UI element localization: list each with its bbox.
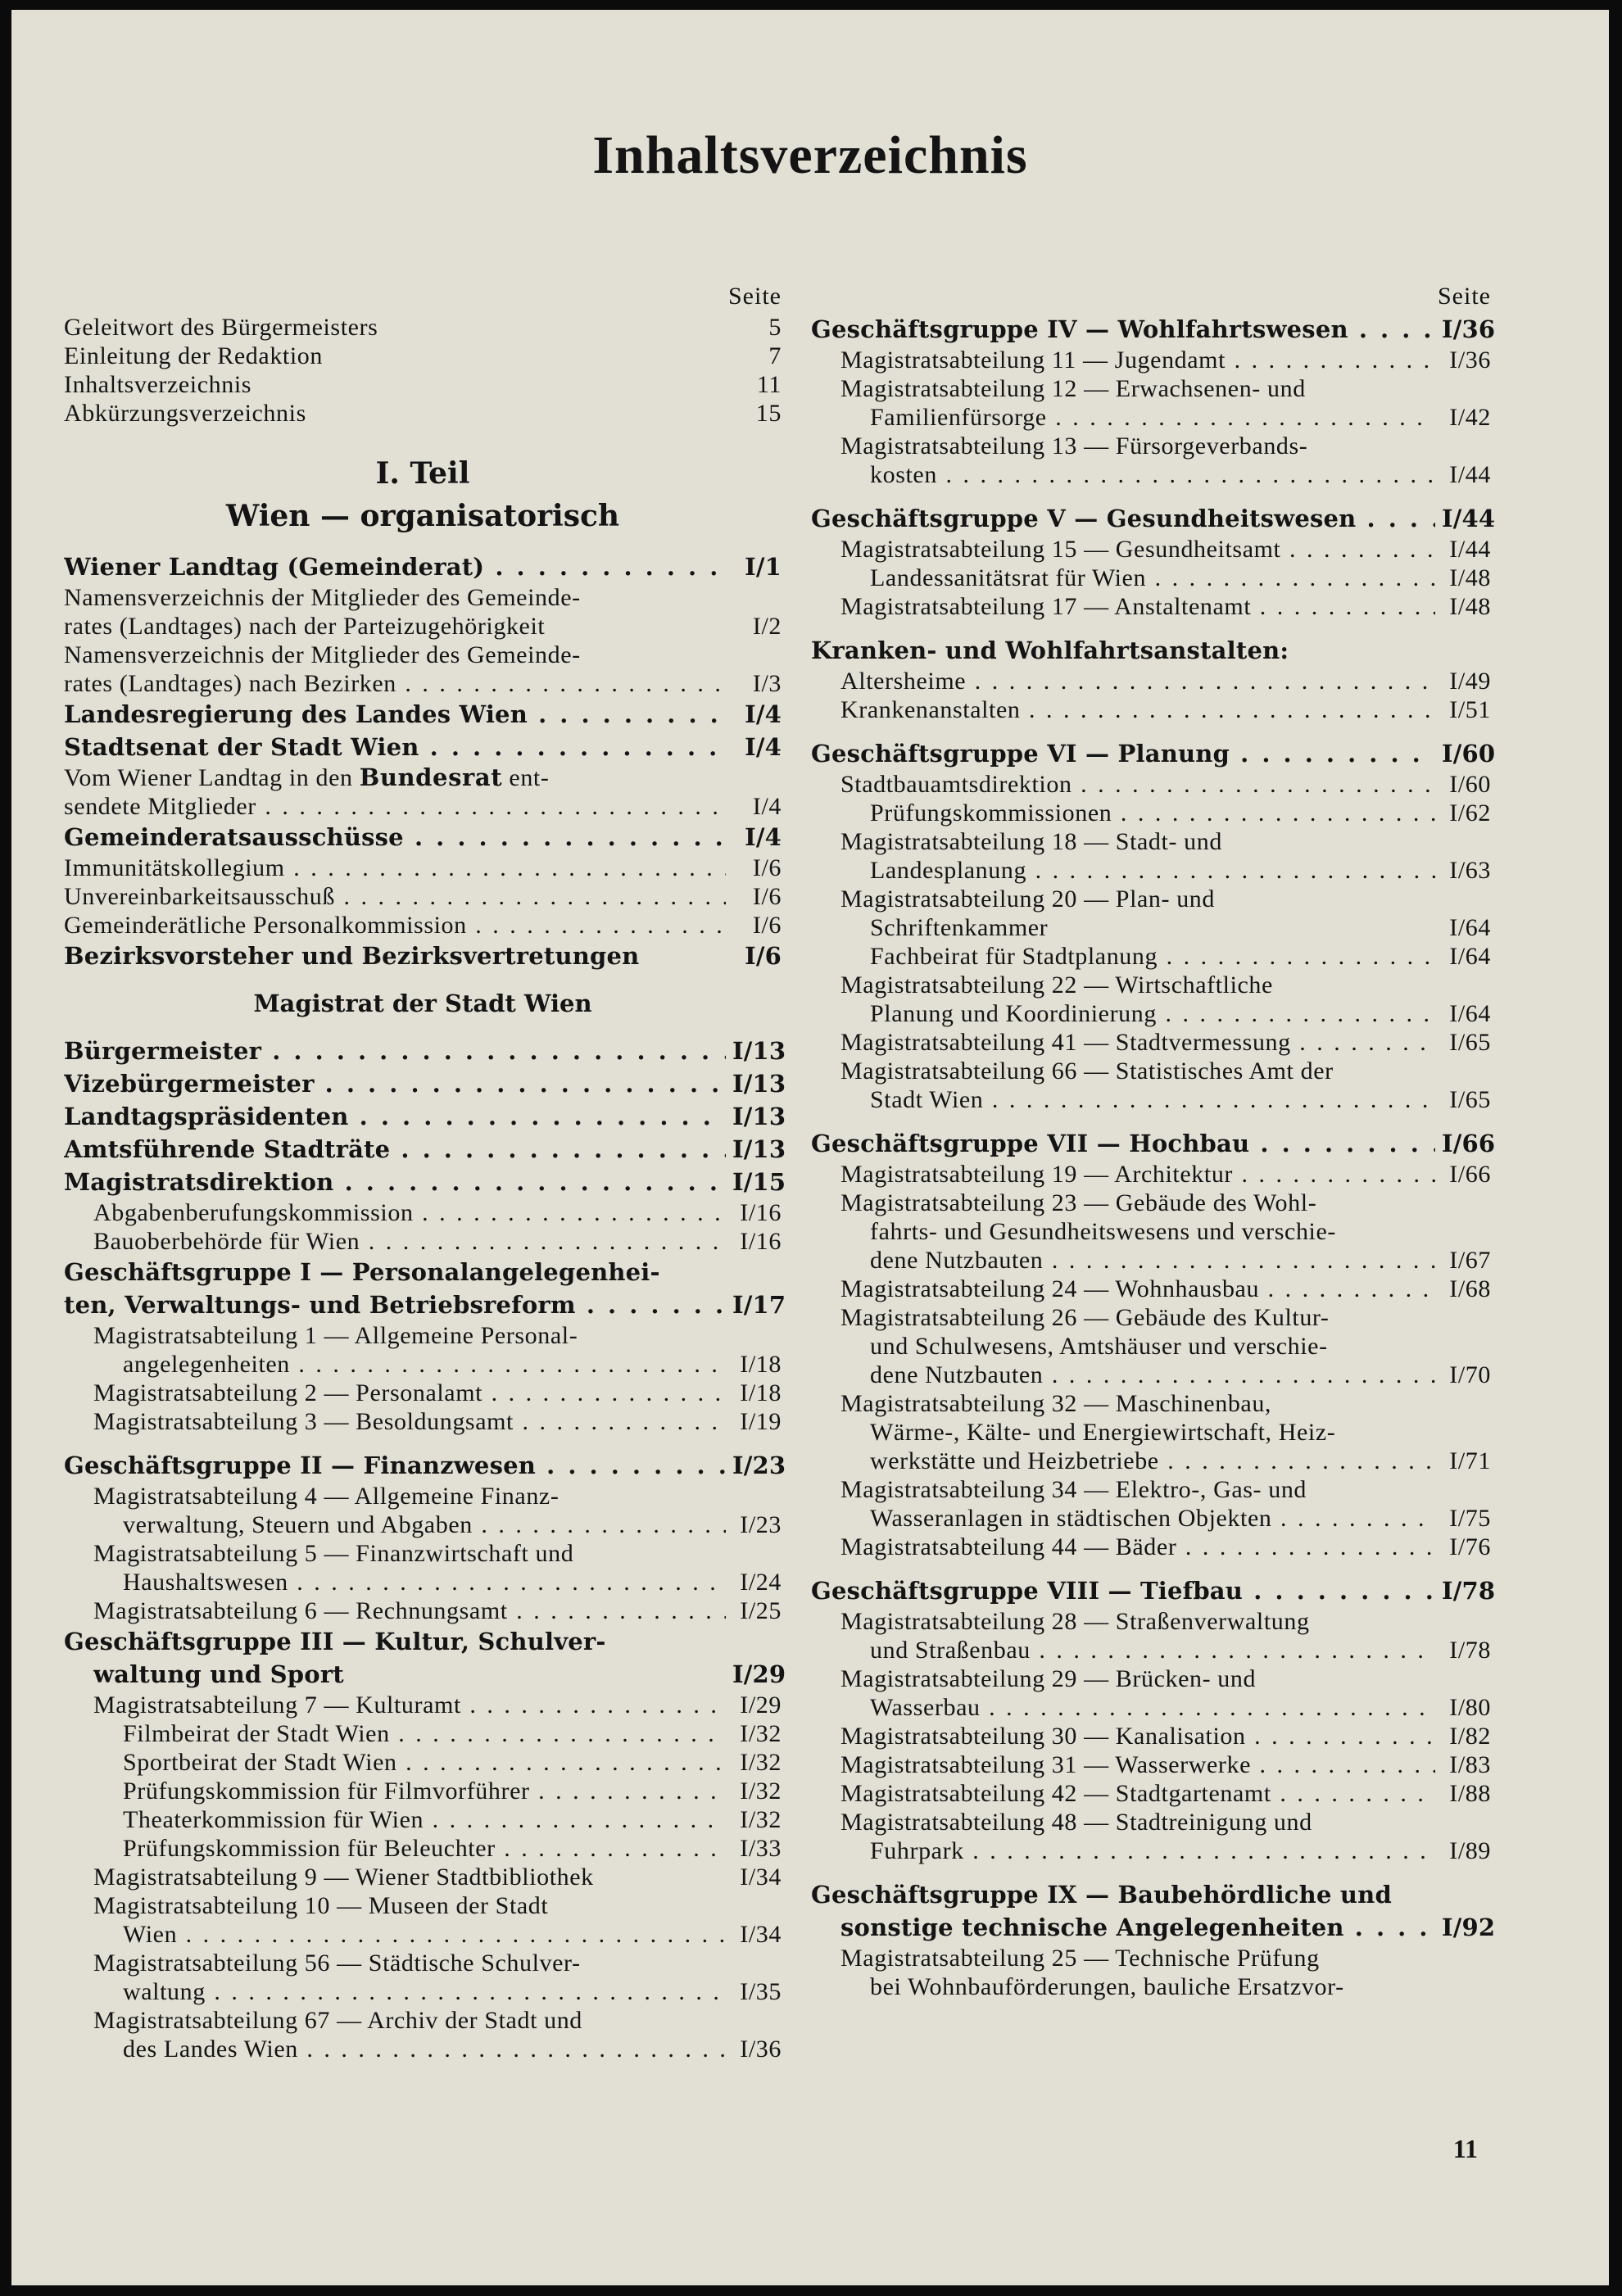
toc-entry[interactable]: Inhaltsverzeichnis 11	[64, 371, 782, 398]
toc-entry[interactable]: Wasserbau . . . I/80	[811, 1693, 1491, 1722]
toc-entry[interactable]: Landesregierung des Landes Wien . . . I/4	[64, 698, 782, 731]
seite-header-left: Seite	[728, 283, 782, 310]
toc-entry[interactable]: kosten . . . I/44	[811, 460, 1491, 489]
toc-entry[interactable]: sendete Mitglieder . . . I/4	[64, 792, 782, 821]
toc-entry-line: fahrts- und Gesundheitswesens und verschie-	[870, 1218, 1336, 1245]
toc-entry[interactable]: Magistratsabteilung 2 — Personalamt . . . I/18	[64, 1379, 782, 1407]
toc-entry-line: bei Wohnbauförderungen, bauliche Ersatzvor-	[870, 1973, 1344, 2000]
toc-entry[interactable]: Magistratsabteilung 11 — Jugendamt . . . I/36	[811, 346, 1491, 374]
toc-entry[interactable]: Geschäftsgruppe VI — Planung . . . I/60	[811, 737, 1491, 770]
toc-entry-line: Magistratsabteilung 20 — Plan- und	[840, 885, 1216, 913]
toc-entry[interactable]: des Landes Wien . . . I/36	[64, 2035, 782, 2063]
toc-entry[interactable]: Landessanitätsrat für Wien . . . I/48	[811, 564, 1491, 592]
toc-entry[interactable]: Gemeinderatsausschüsse . . . I/4	[64, 821, 782, 854]
toc-entry-line: Magistratsabteilung 34 — Elektro-, Gas- und	[840, 1476, 1307, 1503]
toc-entry[interactable]: Fuhrpark . . . I/89	[811, 1836, 1491, 1865]
toc-entry-line: Magistratsabteilung 5 — Finanzwirtschaft und	[93, 1540, 574, 1567]
toc-entry-line: Namensverzeichnis der Mitglieder des Gemeinde-	[64, 584, 581, 611]
toc-entry[interactable]: waltung und Sport I/29	[93, 1660, 786, 1688]
toc-entry-line: Magistratsabteilung 29 — Brücken- und	[840, 1665, 1257, 1692]
toc-entry[interactable]: Schriftenkammer I/64	[870, 914, 1491, 941]
toc-entry[interactable]: Prüfungskommissionen . . . I/62	[811, 799, 1491, 827]
right-column	[811, 280, 1496, 2001]
toc-entry-line: Namensverzeichnis der Mitglieder des Gemeinde-	[64, 641, 581, 668]
toc-entry[interactable]: rates (Landtages) nach Bezirken . . . I/3	[64, 669, 782, 698]
toc-entry[interactable]: Bezirksvorsteher und Bezirksvertretungen I/6	[64, 942, 782, 970]
toc-entry[interactable]: Filmbeirat der Stadt Wien . . . I/32	[64, 1719, 782, 1748]
toc-entry-line: Magistratsabteilung 25 — Technische Prüfung	[840, 1945, 1320, 1972]
toc-entry[interactable]: Stadt Wien . . . I/65	[811, 1085, 1491, 1114]
toc-entry[interactable]: Immunitätskollegium . . . I/6	[64, 854, 782, 882]
toc-entry[interactable]: Sportbeirat der Stadt Wien . . . I/32	[64, 1748, 782, 1777]
left-column	[64, 280, 786, 2063]
toc-entry[interactable]: Geschäftsgruppe VIII — Tiefbau . . . I/78	[811, 1574, 1491, 1607]
toc-entry[interactable]: Magistratsabteilung 6 — Rechnungsamt . . . I/25	[64, 1596, 782, 1625]
toc-entry[interactable]: Fachbeirat für Stadtplanung . . . I/64	[811, 942, 1491, 971]
toc-entry-line: Magistratsabteilung 28 — Straßenverwaltung	[840, 1608, 1310, 1635]
toc-entry[interactable]: Planung und Koordinierung . . . I/64	[811, 999, 1491, 1028]
toc-entry[interactable]: Abkürzungsverzeichnis 15	[64, 400, 782, 427]
toc-entry[interactable]: Prüfungskommission für Beleuchter . . . I/33	[64, 1834, 782, 1863]
page-title: Inhaltsverzeichnis	[592, 125, 1028, 185]
toc-entry[interactable]: dene Nutzbauten . . . I/67	[811, 1246, 1491, 1275]
toc-entry-line: Magistratsabteilung 56 — Städtische Schulver-	[93, 1950, 581, 1977]
toc-entry[interactable]: Wien . . . I/34	[64, 1920, 782, 1949]
toc-entry[interactable]: Wasseranlagen in städtischen Objekten . . . I/75	[811, 1504, 1491, 1533]
toc-entry-line: Magistratsabteilung 66 — Statistisches Amt der	[840, 1057, 1334, 1085]
toc-entry[interactable]: Magistratsabteilung 7 — Kulturamt . . . I/29	[64, 1691, 782, 1719]
toc-entry[interactable]: waltung . . . I/35	[64, 1977, 782, 2006]
toc-entry[interactable]: Stadtbauamtsdirektion . . . I/60	[811, 770, 1491, 799]
toc-entry-line: Geschäftsgruppe I — Personalangelegenhei-	[64, 1258, 660, 1286]
part-heading: I. Teil	[375, 456, 470, 491]
toc-entry-line: Magistratsabteilung 4 — Allgemeine Finanz-	[93, 1483, 560, 1510]
toc-entry[interactable]: Magistratsabteilung 44 — Bäder . . . I/76	[811, 1533, 1491, 1561]
toc-entry[interactable]: Abgabenberufungskommission . . . I/16	[64, 1198, 782, 1227]
toc-entry[interactable]: Einleitung der Redaktion 7	[64, 342, 782, 369]
toc-entry[interactable]: werkstätte und Heizbetriebe . . . I/71	[811, 1447, 1491, 1475]
toc-entry[interactable]: Magistratsdirektion . . . I/15	[64, 1166, 782, 1198]
toc-entry[interactable]: Theaterkommission für Wien . . . I/32	[64, 1805, 782, 1834]
toc-entry[interactable]: rates (Landtages) nach der Parteizugehörigkeit I/2	[64, 613, 782, 640]
toc-entry[interactable]: Magistratsabteilung 24 — Wohnhausbau . . . I/68	[811, 1275, 1491, 1303]
toc-entry-line: Wärme-, Kälte- und Energiewirtschaft, Heiz-	[870, 1419, 1336, 1446]
toc-entry[interactable]: dene Nutzbauten . . . I/70	[811, 1361, 1491, 1389]
toc-entry[interactable]: Gemeinderätliche Personalkommission . . . I/6	[64, 911, 782, 940]
toc-entry[interactable]: Magistratsabteilung 9 — Wiener Stadtbibliothek I/34	[93, 1864, 782, 1891]
toc-entry[interactable]: Haushaltswesen . . . I/24	[64, 1568, 782, 1596]
toc-entry-line: Magistratsabteilung 18 — Stadt- und	[840, 828, 1222, 855]
toc-entry[interactable]: Familienfürsorge . . . I/42	[811, 403, 1491, 432]
toc-entry[interactable]: Magistratsabteilung 30 — Kanalisation . . . I/82	[811, 1722, 1491, 1750]
toc-entry-line: Vom Wiener Landtag in den Bundesrat ent-	[64, 763, 550, 791]
toc-entry-line: Magistratsabteilung 26 — Gebäude des Kultur-	[840, 1304, 1330, 1331]
toc-entry[interactable]: Geschäftsgruppe IV — Wohlfahrtswesen . . . I/36	[811, 313, 1491, 346]
toc-entry-line: Magistratsabteilung 67 — Archiv der Stadt und	[93, 2007, 582, 2034]
toc-entry-line: Geschäftsgruppe III — Kultur, Schulver-	[64, 1628, 606, 1655]
section-heading: Magistrat der Stadt Wien	[253, 989, 592, 1017]
toc-entry-line: Geschäftsgruppe IX — Baubehördliche und	[811, 1881, 1392, 1909]
toc-entry[interactable]: Stadtsenat der Stadt Wien . . . I/4	[64, 731, 782, 763]
toc-entry[interactable]: Magistratsabteilung 15 — Gesundheitsamt . . . I/44	[811, 535, 1491, 564]
toc-entry-line: Magistratsabteilung 23 — Gebäude des Wohl-	[840, 1189, 1317, 1216]
toc-entry-line: Magistratsabteilung 48 — Stadtreinigung und	[840, 1809, 1312, 1836]
toc-entry[interactable]: Magistratsabteilung 3 — Besoldungsamt . . . I/19	[64, 1407, 782, 1436]
toc-entry[interactable]: Magistratsabteilung 19 — Architektur . . . I/66	[811, 1160, 1491, 1189]
toc-entry[interactable]: Landesplanung . . . I/63	[811, 856, 1491, 885]
toc-entry[interactable]: Bürgermeister . . . I/13	[64, 1035, 782, 1067]
toc-entry[interactable]: und Straßenbau . . . I/78	[811, 1636, 1491, 1664]
toc-entry[interactable]: Geschäftsgruppe V — Gesundheitswesen . . . I/44	[811, 502, 1491, 535]
toc-entry[interactable]: Geleitwort des Bürgermeisters 5	[64, 314, 782, 341]
toc-entry-line: und Schulwesens, Amtshäuser und verschie-	[870, 1333, 1328, 1360]
toc-entry[interactable]: Magistratsabteilung 31 — Wasserwerke . . . I/83	[811, 1750, 1491, 1779]
toc-entry[interactable]: Unvereinbarkeitsausschuß . . . I/6	[64, 882, 782, 911]
part-subheading: Wien — organisatorisch	[225, 499, 620, 533]
toc-entry-line: Magistratsabteilung 32 — Maschinenbau,	[840, 1390, 1272, 1417]
toc-entry[interactable]: ten, Verwaltungs- und Betriebsreform . . . I/17	[64, 1288, 782, 1321]
toc-entry[interactable]: Geschäftsgruppe II — Finanzwesen . . . I/23	[64, 1449, 782, 1482]
toc-entry[interactable]: Magistratsabteilung 42 — Stadtgartenamt . . . I/88	[811, 1779, 1491, 1808]
toc-entry[interactable]: Magistratsabteilung 41 — Stadtvermessung . . . I/65	[811, 1028, 1491, 1057]
toc-entry[interactable]: verwaltung, Steuern und Abgaben . . . I/23	[64, 1510, 782, 1539]
toc-entry-line: Magistratsabteilung 13 — Fürsorgeverbands-	[840, 432, 1308, 460]
toc-entry[interactable]: Prüfungskommission für Filmvorführer . . . I/32	[64, 1777, 782, 1805]
toc-entry-line: Magistratsabteilung 10 — Museen der Stadt	[93, 1892, 549, 1919]
toc-entry[interactable]: angelegenheiten . . . I/18	[64, 1350, 782, 1379]
toc-entry-line: Magistratsabteilung 12 — Erwachsenen- und	[840, 375, 1306, 402]
toc-entry[interactable]: Bauoberbehörde für Wien . . . I/16	[64, 1227, 782, 1256]
toc-page	[11, 10, 1609, 2285]
page-number: 11	[1452, 2134, 1478, 2163]
toc-entry[interactable]: Geschäftsgruppe VII — Hochbau . . . I/66	[811, 1127, 1491, 1160]
toc-entry[interactable]: Krankenanstalten . . . I/51	[811, 695, 1491, 724]
toc-entry-line: Magistratsabteilung 1 — Allgemeine Personal-	[93, 1322, 578, 1349]
toc-entry[interactable]: Amtsführende Stadträte . . . I/13	[64, 1133, 782, 1166]
toc-entry[interactable]: Magistratsabteilung 17 — Anstaltenamt . . . I/48	[811, 592, 1491, 621]
toc-entry[interactable]: Wiener Landtag (Gemeinderat) . . . I/1	[64, 550, 782, 583]
toc-entry[interactable]: Vizebürgermeister . . . I/13	[64, 1067, 782, 1100]
toc-entry[interactable]: Altersheime . . . I/49	[811, 667, 1491, 695]
toc-entry-line: Magistratsabteilung 22 — Wirtschaftliche	[840, 971, 1273, 999]
toc-entry[interactable]: sonstige technische Angelegenheiten . . . I/92	[811, 1911, 1491, 1944]
seite-header-right: Seite	[1438, 283, 1491, 310]
toc-entry[interactable]: Landtagspräsidenten . . . I/13	[64, 1100, 782, 1133]
section-heading: Kranken- und Wohlfahrtsanstalten:	[811, 636, 1289, 664]
